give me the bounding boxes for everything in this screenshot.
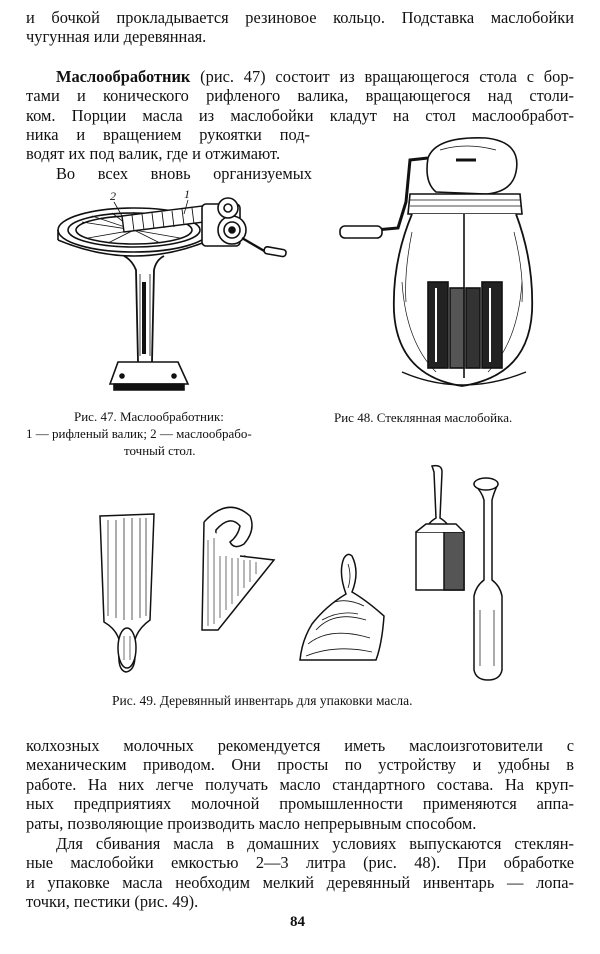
caption-title: Рис. 47. Маслообработник: bbox=[74, 409, 224, 424]
bottom-paragraph-2 bbox=[26, 834, 574, 912]
bottom-paragraph-1 bbox=[26, 736, 574, 833]
maslo-paragraph bbox=[26, 67, 574, 125]
text-line: механическим приводом. Они просты по устройству и удобны в bbox=[26, 755, 574, 775]
figure-48-caption: Рис 48. Стеклянная маслобойка. bbox=[334, 410, 513, 425]
figure-49-caption: Рис. 49. Деревянный инвентарь для упаковки масла. bbox=[112, 693, 413, 708]
text-line: Для сбивания масла в домашних условиях выпускаются стеклян- bbox=[56, 834, 574, 853]
text-line: и бочкой прокладывается резиновое кольцо. Подставка маслобойки bbox=[26, 8, 574, 27]
text-line: работе. На них легче получать масло стандартного состава. На круп- bbox=[26, 774, 574, 794]
caption-line: точный стол. bbox=[124, 443, 196, 458]
page-number: 84 bbox=[290, 914, 305, 930]
text-line: и упаковке масла необходим мелкий деревянный инвентарь — лопа- bbox=[26, 872, 574, 892]
callout-2: 2 bbox=[110, 189, 116, 203]
figure-48-glass-churn bbox=[336, 132, 556, 402]
figure-49-wooden-tools bbox=[90, 460, 520, 686]
figure-47-caption bbox=[26, 408, 316, 459]
text-line: точки, пестики (рис. 49). bbox=[26, 892, 199, 912]
text-line: тами и конического рифленого валика, вращающегося над столи- bbox=[26, 86, 574, 106]
text-line: Во всех вновь организуемых bbox=[56, 163, 312, 183]
text-line: колхозных молочных рекомендуется иметь маслоизготовители с bbox=[26, 736, 574, 755]
callout-1: 1 bbox=[184, 187, 190, 201]
term-maslo: Маслообработник bbox=[56, 67, 191, 86]
text-line: водят их под валик, где и отжимают. bbox=[26, 144, 281, 164]
caption-line: 1 — рифленый валик; 2 — маслообрабо- bbox=[26, 426, 252, 441]
figure-47-butter-worker bbox=[52, 186, 300, 396]
text-line: ных предприятиях молочной промышленности применяются аппа- bbox=[26, 794, 574, 814]
top-paragraph bbox=[26, 8, 574, 47]
text-line: раты, позволяющие производить масло непрерывным способом. bbox=[26, 813, 477, 833]
text-line: ком. Порции масла из маслобойки кладут на стол маслообработ- bbox=[26, 105, 574, 125]
text-line: ника и вращением рукоятки под- bbox=[26, 125, 310, 144]
text-line: ные маслобойки емкостью 2—3 литра (рис. 48). При обработке bbox=[26, 853, 574, 873]
text-fragment: (рис. 47) состоит из вращающегося стола с бор- bbox=[190, 67, 574, 86]
text-line: чугунная или деревянная. bbox=[26, 27, 207, 47]
text-line bbox=[26, 67, 574, 86]
maslo-paragraph-narrow bbox=[26, 125, 310, 183]
